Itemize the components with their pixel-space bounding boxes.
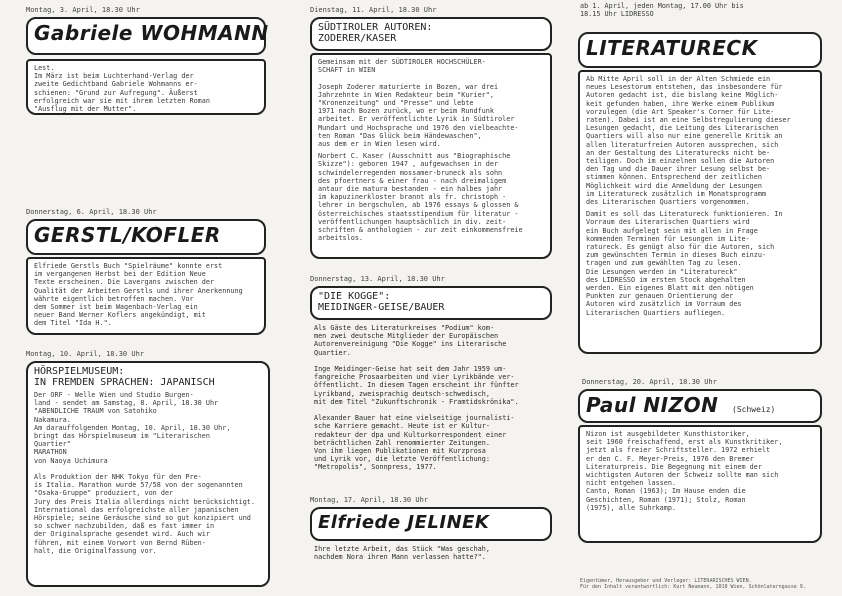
event-description: Elfriede Gerstls Buch "Spielräume" konnte erst im vergangenen Herbst bei der Edition Neue Texte erscheinen. Die Lavergans zwischen der Qualität der Arbeiten Gerstls und ihrer Anerkennung währte eigentlich betroffen machen. Vor dem Sommer ist beim Wagenbach-Verlag ein neuer Band Werner Koflers angekündigt, mit dem Titel "Ida H.". bbox=[34, 262, 243, 328]
event-gerstl bbox=[22, 208, 272, 335]
text-box bbox=[578, 70, 822, 354]
title-box bbox=[26, 219, 266, 255]
title-box bbox=[578, 389, 822, 423]
event-description: Gemeinsam mit der SÜDTIROLER HOCHSCHÜLER- SCHAFT in WIEN Joseph Zoderer maturierte in Bozen, war drei Jahrzehnte in Wien Redakteur beim "Kurier", "Kronenzeitung" und "Presse" und lebte 1971 nach Bozen zurück, wo er beim Rundfunk arbeitet. Er veröffentlichte Lyrik in Südtiroler Mundart und Hochsprache und 1976 den vielbeachte- ten Roman "Das Glück beim Händewaschen", aus dem er in Wien lesen wird. bbox=[318, 58, 519, 149]
top-note: ab 1. April, jeden Montag, 17.00 Uhr bis 18.15 Uhr LIDRESSO bbox=[580, 2, 744, 19]
event-title: Gabriele WOHMANN bbox=[34, 21, 269, 45]
title-box bbox=[310, 17, 552, 51]
event-kogge bbox=[306, 275, 556, 472]
literatureck bbox=[578, 32, 830, 354]
section-title: LITERATURECK bbox=[586, 36, 758, 60]
event-title: GERSTL/KOFLER bbox=[34, 223, 221, 247]
event-title-line2: IN FREMDEN SPRACHEN: JAPANISCH bbox=[34, 377, 215, 388]
text-box bbox=[578, 425, 822, 543]
imprint-footer: Eigentümer, Herausgeber und Verleger: LITERARISCHES WIEN. Für den Inhalt verantwortlich: Kurt Neumann, 1010 Wien, Schönlaterngasse 9. bbox=[580, 578, 806, 590]
event-date: Montag, 3. April, 18.30 Uhr bbox=[26, 6, 140, 14]
event-title-line1: HÖRSPIELMUSEUM: bbox=[34, 366, 125, 377]
event-date: Montag, 10. April, 18.30 Uhr bbox=[26, 350, 145, 358]
event-date: Donnerstag, 6. April, 18.30 Uhr bbox=[26, 208, 157, 216]
event-nizon bbox=[578, 378, 830, 543]
event-title: Paul NIZON bbox=[586, 393, 719, 417]
event-description: Der ORF - Welle Wien und Studio Burgen- land - sendet am Samstag, 8. April, 18.30 Uhr "ABENDLICHE TRAUM von Satohiko Nakamura. Am darauffolgenden Montag, 10. April, 18.30 Uhr, bringt das Hörspielmuseum im "Literarischen Quartier" MARATHON von Naoya Uchimura Als Produktion der NHK Tokyo für den Pre- is Italia. Marathon wurde 57/58 von der sogenannten "Osaka-Gruppe" produziert, von der Jury des Preis Italia allerdings nicht berücksichtigt. International das erfolgreichste aller japanischen Hörspiele; seine Geräusche sind so gut konzipiert und so schwer nachzubilden, daß es fast immer in der Originalsprache gesendet wird. Auch wir führen, mit einem Vorwort von Bernd Rüben- halt, die Originalfassung vor. bbox=[34, 391, 255, 555]
text-block bbox=[306, 320, 556, 472]
event-date: Dienstag, 11. April, 18.30 Uhr bbox=[310, 6, 437, 14]
text-block bbox=[306, 541, 556, 561]
event-subtitle: (Schweiz) bbox=[732, 405, 776, 414]
title-box bbox=[578, 32, 822, 68]
event-hoerspiel bbox=[22, 350, 272, 587]
event-description: Nizon ist ausgebildeter Kunsthistoriker, seit 1960 freischaffend, erst als Kunstkritiker, jetzt als freier Schriftsteller. 1972 erhielt er den C. F. Meyer-Preis, 1976 den Bremer Literaturpreis. Die Begegnung mit einem der wichtigsten Autoren der Schweiz sollte man sich nicht entgehen lassen. Canto, Roman (1963); Im Hause enden die Geschichten, Roman (1971); Stolz, Roman (1975), alle Suhrkamp. bbox=[586, 430, 783, 512]
text-box bbox=[26, 59, 266, 115]
event-description: Als Gäste des Literaturkreises "Podium" kom- men zwei deutsche Mitglieder der Europäischen Autorenvereinigung "Die Kogge" ins Literarische Quartier. Inge Meidinger-Geise hat seit dem Jahr 1959 um- fangreiche Prosaarbeiten und vier Lyrikbände ver- öffentlicht. In diesem Tagen erscheint ihr fünfter Lyrikband, zweisprachig deutsch-schwedisch, mit dem Titel "Zukunftschronik - Framtidskrönika". Alexander Bauer hat eine vielseitige journalisti- sche Karriere gemacht. Heute ist er Kultur- redakteur der dpa und Kulturkorrespondent einer beträchtlichen Zahl renommierter Zeitungen. Von ihm liegen Publikationen mit Kurzprosa und Lyrik vor, die letzte Veröffentlichung: "Metropolis", Sonnpress, 1977. bbox=[314, 324, 519, 472]
section-description-2: Damit es soll das Literatureck funktionieren. In Vorraum des Literarischen Quartiers wird ein Buch aufgelegt sein mit allen in Frage kommenden Terminen für Lesungen im Lite- ratureck. Es genügt also für die Autoren, sich zum gewünschten Termin in dieses Buch einzu- tragen und zum gewählten Tag zu lesen. Die Lesungen werden im "Literatureck" des LIDRESSO im ersten Stock abgehalten werden. Ein eigenes Blatt mit den nötigen Punkten zur genauen Orientierung der Autoren wird zusätzlich im Vorraum des Literarischen Quartiers aufliegen. bbox=[586, 210, 783, 317]
event-jelinek bbox=[306, 496, 556, 561]
event-title-line1: "DIE KOGGE": bbox=[318, 291, 391, 302]
text-box bbox=[26, 361, 270, 587]
text-box bbox=[310, 53, 552, 259]
event-title-line2: ZODERER/KASER bbox=[318, 33, 397, 44]
event-title-line1: SÜDTIROLER AUTOREN: bbox=[318, 22, 433, 33]
title-box bbox=[26, 17, 269, 55]
event-date: Donnerstag, 20. April, 18.30 Uhr bbox=[582, 378, 717, 386]
text-box bbox=[26, 257, 266, 335]
event-description: Ihre letzte Arbeit, das Stück "Was geschah, nachdem Nora ihren Mann verlassen hatte?". bbox=[314, 545, 490, 562]
event-date: Donnerstag, 13. April, 18.30 Uhr bbox=[310, 275, 445, 283]
event-title-line2: MEIDINGER-GEISE/BAUER bbox=[318, 302, 445, 313]
title-box bbox=[310, 507, 552, 541]
event-description: Lest. Im März ist beim Luchterhand-Verlag der zweite Gedichtband Gabriele Wohmanns er- schienen: "Grund zur Aufregung". Äußerst erfolgreich war sie mit ihrem letzten Roman "Ausflug mit der Mutter". bbox=[34, 64, 210, 114]
event-date: Montag, 17. April, 18.30 Uhr bbox=[310, 496, 429, 504]
event-title: Elfriede JELINEK bbox=[318, 512, 490, 533]
title-box bbox=[310, 286, 552, 320]
section-description: Ab Mitte April soll in der Alten Schmiede ein neues Lesestorum entstehen, das insbesondere für Autoren gedacht ist, die bislang keine Möglich- keit gefunden haben, ihre Werke einem Publikum vorzulegen (die Art Speaker's Corner für Lite- raten). Dabei ist an eine Selbstregulierung dieser Lesungen gedacht, die Leitung des Literarischen Quartiers will also nur eine generelle Kritik an allen literaturfreien Autoren aussprechen, sich an der Gestaltung des Literaturecks nicht be- teiligen. Doch im einzelnen sollen die Autoren den Tag und die Dauer ihrer Lesung selbst be- stimmen können. Entsprechend der zeitlichen Möglichkeit wird die Anmeldung der Lesungen im Literatureck zusätzlich im Monatsprogramm des Literarischen Quartiers vorgenommen. bbox=[586, 75, 791, 207]
event-description-2: Norbert C. Kaser (Ausschnitt aus "Biographische Skizze"): geboren 1947 , aufgewachsen in der schwindelerregenden mossamer-bruneck als sohn des pfoertners & einer frau - nach dreimaligem antaur die matura bestanden - ein halbes jahr im kapuzinerkloster brannt als fr. christoph - lehrer in bergschulen, ab 1976 essays & glossen & österreichisches staatsstipendium für literatur - veröffentlichungen hauptsächlich in div. zeit- schriften & anthologien - zur zeit einkommensfreie arbeitslos. bbox=[318, 152, 523, 243]
event-suedtirol bbox=[306, 6, 556, 259]
event-wohmann bbox=[22, 6, 272, 115]
